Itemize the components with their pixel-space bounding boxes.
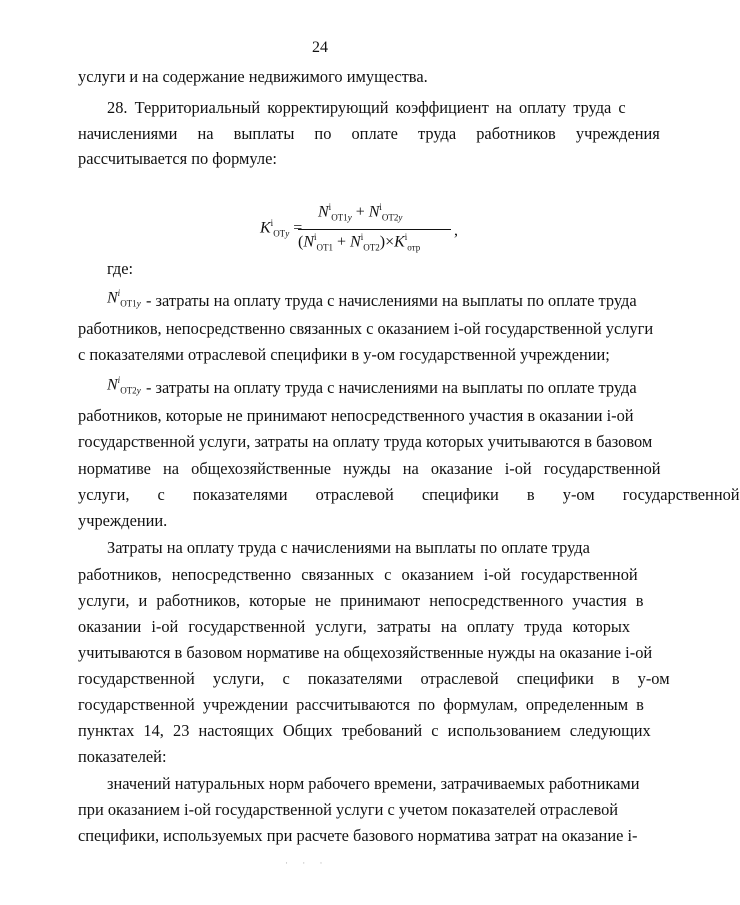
text-line-20: государственной услуги, с показателями отраслевой специфики в у-ом [78,669,670,688]
text-line-22: пунктах 14, 23 настоящих Общих требований с использованием следующих [78,721,651,740]
text-line-18: оказании i-ой государственной услуги, затраты на оплату труда которых [78,617,631,636]
text-line-4: рассчитывается по формуле: [78,149,277,168]
symbol-not1: $N^i_{ОТ1y}$ [107,288,141,309]
scan-noise: · · · [285,858,329,868]
text-line-15: Затраты на оплату труда с начислениями на выплаты по оплате труда [107,538,590,557]
text-line-12: нормативе на общехозяйственные нужды на оказание i-ой государственной [78,459,661,478]
text-line-19: учитываются в базовом нормативе на общехозяйственные нужды на оказание i-ой [78,643,653,662]
text-line-25: при оказанием i-ой государственной услуги с учетом показателей отраслевой [78,800,619,819]
text-line-2-content: 28. Территориальный корректирующий коэффициент на оплату труда с [107,98,626,117]
text-line-5: где: [107,259,134,278]
text-line-16: работников, непосредственно связанных с оказанием i-ой государственной [78,565,638,584]
text-line-14: учреждении. [78,511,168,530]
formula-numerator: $N^i_{ОТ1y} + N^i_{ОТ2y}$ [318,202,403,223]
formula-comma: , [454,222,458,239]
text-line-3: начислениями на выплаты по оплате труда работников учреждения [78,124,660,143]
text-line-13: услуги, с показателями отраслевой специфики в у-ом государственной [78,485,740,504]
text-line-2 [107,98,626,118]
text-line-9: - затраты на оплату труда с начислениями на выплаты по оплате труда [146,378,637,397]
formula-lhs: $K^i_{ОТy}$ = [260,218,303,239]
formula [258,200,458,262]
text-line-26: специфики, используемых при расчете базового норматива затрат на оказание i- [78,826,638,845]
symbol-not2: $N^i_{ОТ2y}$ [107,375,141,396]
text-line-24: значений натуральных норм рабочего времени, затрачиваемых работниками [107,774,640,793]
fraction-bar [298,229,451,230]
text-line-17: услуги, и работников, которые не принимают непосредственного участия в [78,591,644,610]
formula-denominator: $(N^i_{ОТ1} + N^i_{ОТ2})\times K^i_{отр}$ [298,232,421,253]
text-line-6: - затраты на оплату труда с начислениями на выплаты по оплате труда [146,291,637,310]
text-line-11: государственной услуги, затраты на оплату труда которых учитываются в базовом [78,432,653,451]
page-number: 24 [312,39,328,56]
text-line-23: показателей: [78,747,167,766]
text-line-10: работников, которые не принимают непосредственного участия в оказании i-ой [78,406,634,425]
text-line-1: услуги и на содержание недвижимого имущества. [78,67,428,86]
text-line-7: работников, непосредственно связанных с оказанием i-ой государственной услуги [78,319,654,338]
text-line-8: с показателями отраслевой специфики в у-ом государственной учреждении; [78,345,610,364]
text-line-21: государственной учреждении рассчитываются по формулам, определенным в [78,695,644,714]
